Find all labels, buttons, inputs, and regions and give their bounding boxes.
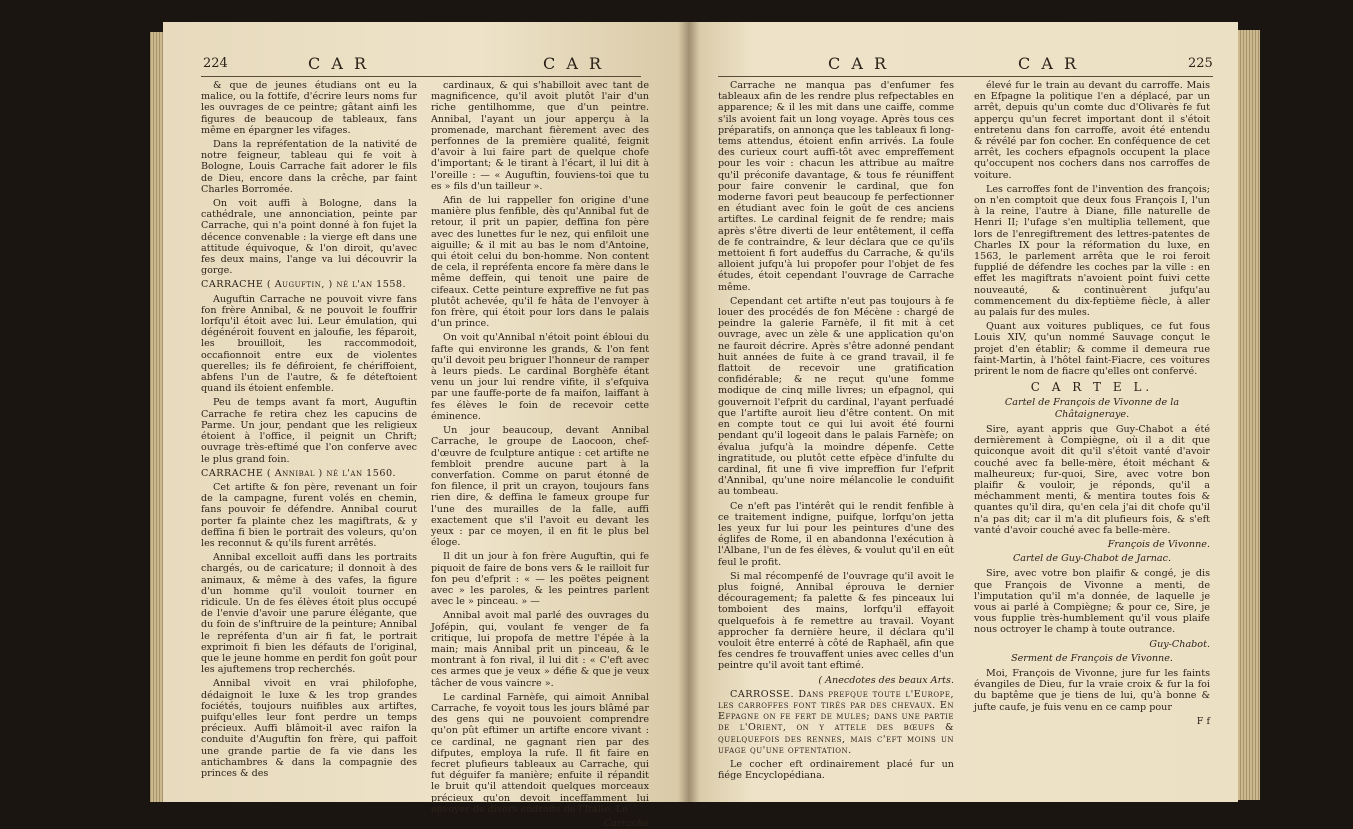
book-edge-left (150, 32, 164, 802)
paragraph: On voit auffi à Bologne, dans la cathédrale, une annonciation, peinte par Carrache, qui n'a point donné à fon fujet la décence convenable : la vierge eft dans une attitude équivoque, & l'on diroit, qu'avec fes deux mains, l'ange va lui découvrir la gorge. (201, 198, 417, 277)
right-column-1 (718, 80, 954, 796)
paragraph: Sire, ayant appris que Guy-Chabot a été dernièrement à Compiègne, où il a dit que quiconque avoit dit qu'il s'étoit vanté d'avoir couché avec fa belle-mère, étoit méchant & malheureux; fur-quoi, Sire, avec votre bon plaifir & vouloir, je réponds, qu'il a méchamment menti, & mentira toutes fois & quantes qu'il dira, qu'en cela j'ai dit chofe qu'il n'a pas dit; car il m'a dit plufieurs fois, & s'eft vanté d'avoir couché avec fa belle-mère. (974, 423, 1210, 536)
running-head-right-b: C A R (1018, 54, 1080, 73)
paragraph: CARRACHE ( Auguftin, ) né l'an 1558. (201, 279, 407, 291)
paragraph: Annibal excelloit auffi dans les portraits chargés, ou de caricature; il donnoit à des animaux, & même à des vafes, la figure d'un homme qu'il vouloit tourner en ridicule. Un de fes élèves étoit plus occupé de l'envie d'avoir une parure élégante, que du foin de s'inftruire de la peinture; Annibal le repréfenta d'un air fi fat, le portrait exprimoit fi bien les défauts de l'original, que le jeune homme en perdit fon goût pour les ajuftemens trop recherchés. (201, 552, 417, 676)
paragraph: Annibal vivoit en vrai philofophe, dédaignoit le luxe & les trop grandes fociétés, toujours nuifibles aux artiftes, puifqu'elles leur font perdre un temps précieux. Auffi blâmoit-il avec raifon la conduite d'Auguftin fon frère, qui paffoit une grande partie de fa vie dans les antichambres & dans la compagnie des princes & des (201, 678, 417, 779)
paragraph: & que de jeunes étudians ont eu la malice, ou la fottife, d'écrire leurs noms fur les ouvrages de ce peintre; gâtant ainfi les figures de beaucoup de tableaux, fans même en épargner les vifages. (201, 80, 417, 136)
paragraph: élevé fur le train au devant du carroffe. Mais en Efpagne la politique l'en a déplacé, par un arrêt, depuis qu'un comte duc d'Olivarès fe fut apperçu qu'un fecret important dont il s'étoit entretenu dans fon carroffe, avoit été entendu & révélé par fon cocher. En conféquence de cet arrêt, les cochers efpagnols occupent la place qu'occupent nos cochers dans nos carroffes de voiture. (974, 80, 1210, 181)
paragraph: Auguftin Carrache ne pouvoit vivre fans fon frère Annibal, & ne pouvoit le fouffrir lorfqu'il étoit avec lui. Leur émulation, qui dégénéroit fouvent en jaloufie, les féparoit, les brouilloit, les raccommodoit, occafionnoit entre eux de violentes querelles; ils fe défiroient, fe chériffoient, abfens l'un de l'autre, & fe déteftoient quand ils étoient enfemble. (201, 293, 417, 395)
paragraph: Serment de François de Vivonne. (1011, 652, 1173, 664)
paragraph: ( Anecdotes des beaux Arts. (818, 674, 954, 686)
paragraph: Cependant cet artifte n'eut pas toujours à fe louer des procédés de fon Mécène : chargé de peindre la galerie Farnèfe, il fit mit à cet ouvrage, avec un zèle & une application qu'on ne fauroit décrire. Après s'être adonné pendant huit années de fuite à ce grand travail, il fe flattoit de recevoir une gratification confidérable; & ne reçut qu'une fomme modique de cinq mille livres; un efpagnol, qui gouvernoit l'efprit du cardinal, l'ayant perfuadé que l'artifte auroit lieu d'être content. On mit en compte tout ce qui lui avoit été fourni pendant qu'il logeoit dans le palais Farnèfe; on évalua jufqu'à la moindre dépenfe. Cette ingratitude, ou plutôt cette efpèce d'infulte du cardinal, fit une fi vive impreffion fur l'efprit d'Annibal, qu'une noire mélancolie le conduifit au tombeau. (718, 295, 954, 498)
paragraph: Le cocher eft ordinairement placé fur un fiége Encyclopédiana. (718, 758, 954, 782)
paragraph: CARRACHE ( Annibal ) né l'an 1560. (201, 467, 397, 479)
paragraph: Cartel de Guy-Chabot de Jarnac. (1012, 553, 1172, 565)
paragraph: Guy-Chabot. (1149, 638, 1210, 650)
book-gutter (678, 22, 700, 802)
running-head-left-a: C A R (308, 54, 370, 73)
signature-mark: F f (1196, 715, 1210, 727)
right-column-2 (974, 80, 1210, 796)
header-rule-left (201, 76, 641, 77)
catchword: Carrache (603, 818, 649, 829)
paragraph: Cartel de François de Vivonne de la Châtaigneraye. (1004, 397, 1180, 420)
header-rule-right (718, 76, 1213, 77)
paragraph: Carrache ne manqua pas d'enfumer fes tableaux afin de les rendre plus refpectables en apparence; & il les mit dans une caiffe, comme s'ils avoient fait un long voyage. Après tous ces préparatifs, on annonça que les tableaux fi long-tems attendus, étoient enfin arrivés. La foule des curieux court auffi-tôt avec empreffement pour les voir : chacun les attribue au maître qu'il préconife davantage, & tous fe réuniffent pour faire convenir le cardinal, que fon moderne favori peut beaucoup fe perfectionner en étudiant avec foin le goût de ces anciens artiftes. Le cardinal feignit de fe rendre; mais après s'être diverti de leur entêtement, il ceffa de fe contraindre, & leur déclara que ce qu'ils mettoient fi fort audeffus du Carrache, & qu'ils alloient jufqu'à lui propofer pour l'objet de fes études, étoit cependant l'ouvrage de Carrache même. (718, 80, 954, 293)
paragraph: Ce n'eft pas l'intérêt qui le rendit fenfible à ce traitement indigne, puifque, lorfqu'on jetta les yeux fur lui pour les peintures d'une des églifes de Rome, il en abandonna l'exécution à l'Albane, l'un de fes élèves, & voulut qu'il en eût feul le profit. (718, 500, 954, 568)
paragraph: CARROSSE. Dans prefque toute l'Europe, les carroffes font tirés par des chevaux. En Efpagne on fe fert de mules; dans une partie de l'Orient, on y attele des bœufs & quelquefois des rennes, mais c'eft moins un ufage qu'une oftentation. (718, 688, 954, 756)
paragraph: Le cardinal Farnèfe, qui aimoit Annibal Carrache, fe voyoit tous les jours blâmé par des gens qui ne pouvoient comprendre qu'on pût eftimer un artifte encore vivant : ce cardinal, ne gagnant rien par des difputes, employa la rufe. Il fit faire en fecret plufieurs tableaux au Carrache, qui fut déguifer fa manière; enfuite il répandit le bruit qu'il attendoit quelques morceaux précieux qu'on devoit inceffamment lui envoyer de divers endroits de l'Italie. Le (431, 691, 649, 815)
book-edge-right (1238, 30, 1260, 800)
paragraph: Cet artifte & fon père, revenant un foir de la campagne, furent volés en chemin, fans pouvoir fe défendre. Annibal courut porter fa plainte chez les magiftrats, & y deffina fi bien le portrait des voleurs, qu'on les reconnut & qu'ils furent arrêtés. (201, 481, 417, 549)
paragraph: Moi, François de Vivonne, jure fur les faints évangiles de Dieu, fur la vraie croix & fur la foi du baptême que je tiens de lui, qu'à bonne & jufte caufe, je fuis venu en ce camp pour (974, 667, 1210, 713)
paragraph: Un jour beaucoup, devant Annibal Carrache, le groupe de Laocoon, chef-d'œuvre de fculpture antique : cet artifte ne fembloit prendre aucune part à la converfation. Comme on parut étonné de fon filence, il prit un crayon, toujours fans rien dire, & deffina le fameux groupe fur l'une des murailles de la falle, auffi exactement que s'il l'avoit eu devant les yeux : par ce moyen, il en fit le plus bel éloge. (431, 425, 649, 549)
paragraph: Il dit un jour à fon frère Auguftin, qui fe piquoit de faire de bons vers & le railloit fur fon peu d'efprit : « — les poëtes peignent avec » les paroles, & les peintres parlent avec le » pinceau. » — (431, 551, 649, 608)
paragraph: cardinaux, & qui s'habilloit avec tant de magnificence, qu'il avoit plutôt l'air d'un riche gentilhomme, que d'un peintre. Annibal, l'ayant un jour apperçu à la promenade, marchant fièrement avec des perfonnes de la première qualité, feignit d'avoir à lui faire part de quelque chofe d'important; & le tirant à l'écart, il lui dit à l'oreille : — « Auguftin, fouviens-toi que tu es » fils d'un tailleur ». (431, 80, 649, 192)
paragraph: Sire, avec votre bon plaifir & congé, je dis que François de Vivonne a menti, de l'imputation qu'il m'a donnée, de laquelle je vous ai parlé à Compiègne; & pour ce, Sire, je vous fupplie très-humblement qu'il vous plaife nous octroyer le champ à toute outrance. (974, 568, 1210, 636)
page-number-right: 225 (1188, 56, 1213, 71)
paragraph: On voit qu'Annibal n'étoit point ébloui du fafte qui environne les grands, & l'on fent qu'il devoit peu briguer l'honneur de ramper à leurs pieds. Le cardinal Borghèfe étant venu un jour lui rendre vifite, il s'efquiva par une fauffe-porte de fa maifon, laiffant à fes élèves le foin de recevoir cette éminence. (431, 332, 649, 422)
running-head-right-a: C A R (828, 54, 890, 73)
paragraph: Annibal avoit mal parlé des ouvrages du Jofépin, qui, voulant fe venger de fa critique, lui propofa de mettre l'épée à la main; mais Annibal prit un pinceau, & le montrant à fon rival, il lui dit : « C'eft avec ces armes que je veux » défie & que je veux tâcher de vous vaincre ». (431, 610, 649, 689)
paragraph: Dans la repréfentation de la nativité de notre feigneur, tableau qui fe voit à Bologne, Louis Carrache fait adorer le fils de Dieu, encore dans la crêche, par faint Charles Borromée. (201, 139, 417, 195)
right-page (688, 22, 1238, 802)
left-column-1 (201, 80, 417, 796)
paragraph: C A R T E L. (1030, 380, 1154, 395)
paragraph: Les carroffes font de l'invention des françois; on n'en comptoit que deux fous François I, l'un à la reine, l'autre à Diane, fille naturelle de Henri II; l'ufage s'en multiplia tellement, que lors de l'enregiftrement des lettres-patentes de Charles IX pour la réformation du luxe, en 1563, le parlement arrêta que le roi feroit fupplié de défendre les coches par la ville : en effet les magiftrats n'avoient point fuivi cette nouveauté, & continuèrent jufqu'au commencement du dix-feptième fiècle, à aller au palais fur des mules. (974, 183, 1210, 319)
paragraph: François de Vivonne. (1107, 538, 1210, 550)
open-book (163, 22, 1238, 829)
paragraph: Afin de lui rappeller fon origine d'une manière plus fenfible, dès qu'Annibal fut de retour, il prit un papier, deffina fon père avec des lunettes fur le nez, qui enfiloit une aiguille; & il mit au bas le nom d'Antoine, qui étoit celui du bon-homme. Non content de cela, il repréfenta encore fa mère dans le même deffein, qui tenoit une paire de cifeaux. Cette peinture expreffive ne fut pas plutôt achevée, qu'il fe hâta de l'envoyer à fon frère, qui étoit pour lors dans le palais d'un prince. (431, 195, 649, 330)
left-page (163, 22, 688, 829)
page-number-left: 224 (203, 56, 228, 71)
left-column-2 (431, 80, 649, 829)
running-head-left-b: C A R (543, 54, 605, 73)
paragraph: Peu de temps avant fa mort, Auguftin Carrache fe retira chez les capucins de Parme. Un jour, pendant que les religieux étoient à l'office, il peignit un Chrift; ouvrage très-eftimé que l'on conferve avec le plus grand foin. (201, 397, 417, 465)
paragraph: Quant aux voitures publiques, ce fut fous Louis XIV, qu'un nommé Sauvage conçut le projet d'en établir; & comme il demeura rue faint-Martin, à l'hôtel faint-Fiacre, ces voitures prirent le nom de fiacre qu'elles ont confervé. (974, 321, 1210, 378)
paragraph: Si mal récompenfé de l'ouvrage qu'il avoit le plus foigné, Annibal éprouva le dernier découragement; fa palette & fes pinceaux lui tomboient des mains, lorfqu'il effayoit quelquefois à fe remettre au travail. Voyant approcher fa dernière heure, il déclara qu'il vouloit être enterré à côté de Raphaël, afin que fes cendres fe trouvaffent unies avec celles d'un peintre qu'il avoit tant eftimé. (718, 570, 954, 672)
